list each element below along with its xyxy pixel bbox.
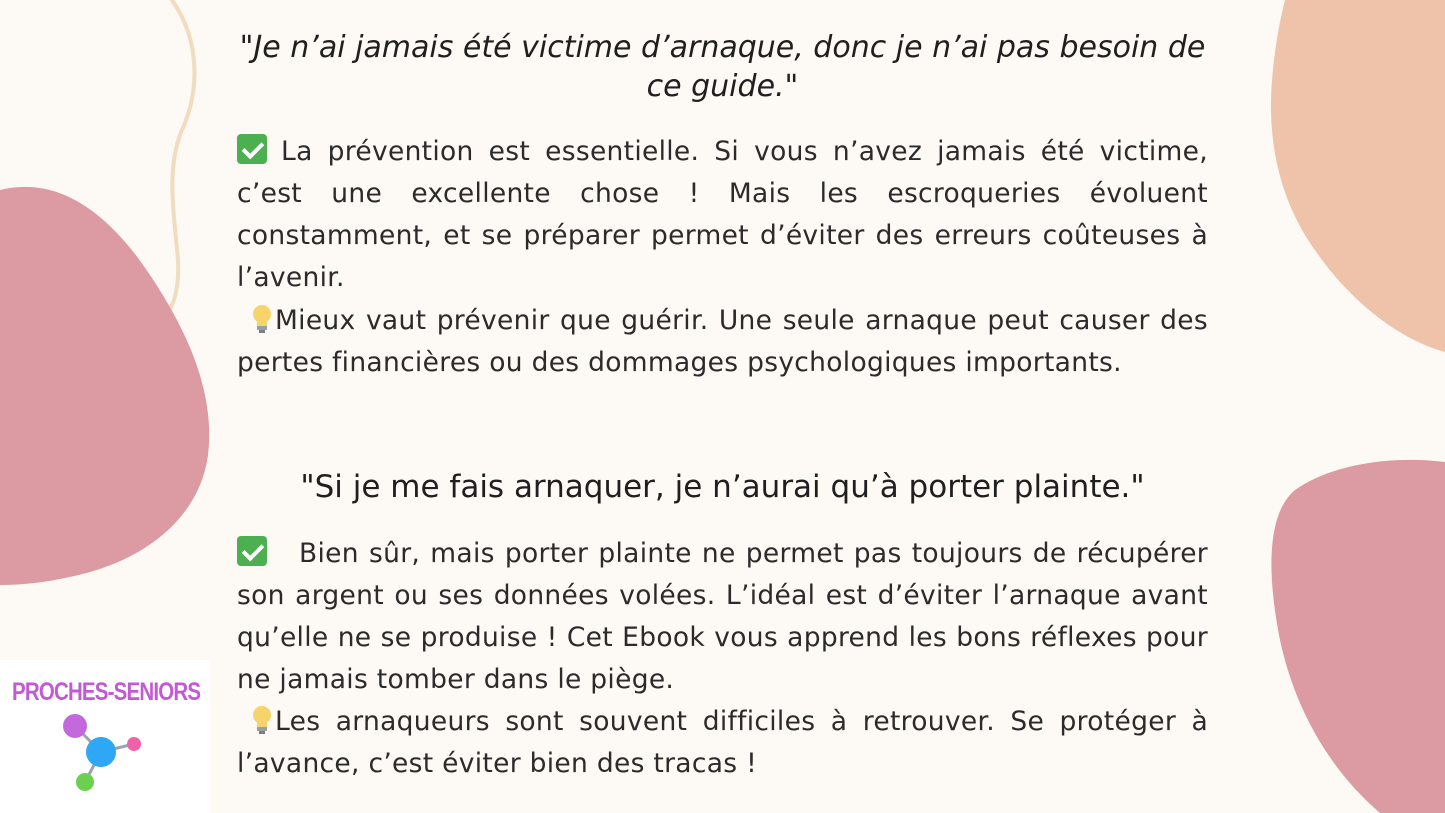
paragraph-tip-2-text: Les arnaqueurs sont souvent difficiles à retrouver. Se protéger à l’avance, c’est éviter bien des tracas ! (237, 706, 1208, 779)
paragraph-complaint (237, 533, 1208, 701)
cream-wavy-line (150, 0, 194, 330)
paragraph-tip-2 (237, 701, 1208, 785)
logo-text: PROCHES-SENIORS (12, 678, 201, 706)
paragraph-prevention-text: La prévention est essentielle. Si vous n’avez jamais été victime, c’est une excellente chose ! Mais les escroqueries évoluent constamment, et se préparer permet d’éviter des erreurs coûteuses à l’avenir. (237, 136, 1208, 293)
paragraph-tip-1 (237, 300, 1208, 384)
peach-blob-top-right (1271, 0, 1445, 352)
light-bulb-icon (251, 705, 273, 735)
paragraph-complaint-text: Bien sûr, mais porter plainte ne permet pas toujours de récupérer son argent ou ses données volées. L’idéal est d’éviter l’arnaque avant qu’elle ne se produise ! Cet Ebook vous apprend les bons réflexes pour ne jamais tomber dans le piège. (237, 538, 1208, 695)
paragraph-prevention (237, 131, 1208, 299)
logo (0, 660, 210, 813)
paragraph-tip-1-text: Mieux vaut prévenir que guérir. Une seule arnaque peut causer des pertes financières ou des dommages psychologiques importants. (237, 305, 1208, 378)
check-mark-icon (237, 134, 267, 164)
quote-heading-2: "Si je me fais arnaquer, je n’aurai qu’à porter plainte." (300, 469, 1145, 505)
light-bulb-icon (251, 304, 273, 334)
pink-blob-bottom-right (1271, 460, 1445, 813)
quote-heading-1: "Je n’ai jamais été victime d’arnaque, donc je n’ai pas besoin de ce guide." (239, 30, 1206, 104)
check-mark-icon (237, 536, 267, 566)
